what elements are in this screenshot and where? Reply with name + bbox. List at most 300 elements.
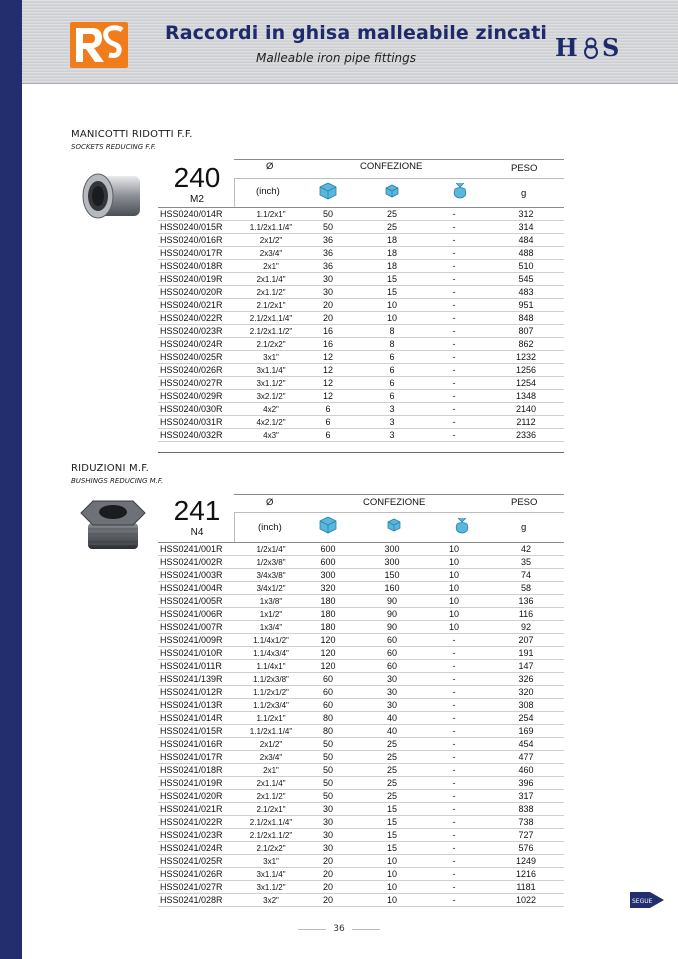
article-code: HSS0240/019R [160, 274, 223, 284]
size-inch: 1.1/2x1.1/4" [249, 223, 293, 232]
table-row [158, 595, 564, 608]
pack-large: 30 [322, 843, 333, 853]
pack-large: 12 [322, 391, 333, 401]
bushing-reducer-image [78, 497, 148, 555]
size-inch: 1.1/4x1" [256, 662, 286, 671]
pack-large: 20 [322, 869, 333, 879]
pack-bag: 10 [448, 622, 459, 632]
pack-large: 20 [322, 313, 333, 323]
weight: 460 [518, 765, 534, 775]
pack-medium: 6 [389, 365, 395, 375]
pack-medium: 300 [384, 544, 400, 554]
pack-bag: - [452, 856, 456, 866]
article-code: HSS0241/009R [160, 635, 223, 645]
pack-large: 20 [322, 895, 333, 905]
hs-logo-icon [555, 34, 633, 60]
pack-bag: - [452, 209, 456, 219]
table-row [158, 234, 564, 247]
article-code: HSS0240/018R [160, 261, 223, 271]
pack-large: 6 [325, 430, 331, 440]
size-inch: 1.1/2x1/2" [253, 688, 289, 697]
pack-large: 30 [322, 287, 333, 297]
table-row [158, 764, 564, 777]
article-code: HSS0241/007R [160, 622, 223, 632]
size-inch: 1x3/8" [259, 597, 283, 606]
weight: 510 [518, 261, 534, 271]
size-inch: 4x2.1/2" [256, 418, 286, 427]
weight: 314 [518, 222, 534, 232]
weight: 1181 [516, 882, 536, 892]
table-row [158, 777, 564, 790]
size-inch: 4x3" [263, 431, 279, 440]
article-code: HSS0240/022R [160, 313, 223, 323]
col-weight: PESO [511, 497, 538, 508]
pack-large: 50 [322, 752, 333, 762]
pack-medium: 60 [386, 648, 397, 658]
weight: 2140 [515, 404, 537, 414]
continue-label: SEGUE [632, 898, 653, 905]
size-inch: 1.1/2x3/8" [253, 675, 289, 684]
pack-medium: 60 [386, 635, 397, 645]
data-table-241 [158, 543, 564, 907]
weight: 807 [518, 326, 534, 336]
pack-bag: - [452, 235, 456, 245]
weight: 1256 [515, 365, 537, 375]
weight: 484 [518, 235, 534, 245]
weight: 2112 [516, 417, 536, 427]
weight: 326 [518, 674, 534, 684]
weight: 1249 [515, 856, 537, 866]
article-code: HSS0241/026R [160, 869, 223, 879]
rs-logo-icon [70, 22, 128, 68]
box-large-icon [318, 516, 338, 534]
col-weight-unit: g [521, 188, 527, 199]
article-code: HSS0240/029R [160, 391, 223, 401]
size-inch: 2x1.1/4" [256, 779, 286, 788]
weight: 396 [518, 778, 534, 788]
table-row [158, 582, 564, 595]
pack-large: 50 [322, 765, 333, 775]
table-row [158, 608, 564, 621]
table-row [158, 273, 564, 286]
article-code: HSS0240/016R [160, 235, 223, 245]
section-end-rule [158, 452, 564, 453]
size-inch: 4x2" [263, 405, 279, 414]
pack-bag: - [452, 391, 456, 401]
pack-bag: - [452, 635, 456, 645]
table-row [158, 660, 564, 673]
article-code: HSS0241/020R [160, 791, 223, 801]
header-rule [234, 512, 564, 513]
pack-large: 50 [322, 739, 333, 749]
page-header [22, 0, 678, 84]
pack-bag: - [452, 726, 456, 736]
table-row [158, 829, 564, 842]
svg-text:H: H [555, 34, 578, 60]
pack-medium: 25 [386, 222, 397, 232]
size-inch: 1/2x1/4" [256, 545, 286, 554]
pack-medium: 60 [386, 661, 397, 671]
pack-bag: 10 [448, 583, 459, 593]
size-inch: 2x1.1/2" [256, 288, 286, 297]
pack-bag: - [452, 222, 456, 232]
pack-large: 30 [322, 817, 333, 827]
code-box-241 [160, 497, 234, 538]
pack-medium: 3 [389, 404, 395, 414]
article-code: HSS0240/027R [160, 378, 223, 388]
weight: 483 [518, 287, 534, 297]
article-code: HSS0240/023R [160, 326, 223, 336]
pack-medium: 10 [386, 895, 397, 905]
box-small-icon [387, 518, 401, 532]
size-inch: 3x1.1/4" [256, 366, 286, 375]
product-code-sub: N4 [190, 527, 204, 538]
article-code: HSS0241/019R [160, 778, 223, 788]
pack-medium: 6 [389, 378, 395, 388]
size-inch: 3x2.1/2" [256, 392, 286, 401]
table-row [158, 725, 564, 738]
weight: 1348 [515, 391, 537, 401]
size-inch: 2x1" [263, 766, 279, 775]
weight: 454 [518, 739, 534, 749]
table-row [158, 312, 564, 325]
weight: 477 [518, 752, 534, 762]
article-code: HSS0240/026R [160, 365, 223, 375]
table-row [158, 868, 564, 881]
pack-bag: - [452, 661, 456, 671]
pack-large: 30 [322, 274, 333, 284]
weight: 838 [518, 804, 534, 814]
table-row [158, 712, 564, 725]
article-code: HSS0240/025R [160, 352, 223, 362]
table-row [158, 569, 564, 582]
size-inch: 1x1/2" [259, 610, 283, 619]
pack-bag: - [452, 339, 456, 349]
weight: 545 [518, 274, 534, 284]
table-row [158, 634, 564, 647]
socket-reducer-image [80, 168, 148, 224]
size-inch: 1.1/2x3/4" [253, 701, 289, 710]
pack-bag: - [452, 300, 456, 310]
article-code: HSS0240/030R [160, 404, 223, 414]
pack-medium: 18 [386, 235, 397, 245]
article-code: HSS0241/018R [160, 765, 223, 775]
pack-medium: 6 [389, 391, 395, 401]
weight: 1022 [515, 895, 537, 905]
pack-large: 120 [320, 661, 336, 671]
pack-medium: 90 [386, 609, 397, 619]
col-weight-unit: g [521, 522, 527, 533]
pack-bag: - [452, 791, 456, 801]
pack-bag: - [452, 674, 456, 684]
pack-bag: 10 [448, 570, 459, 580]
weight: 1216 [515, 869, 537, 879]
pack-bag: - [452, 313, 456, 323]
size-inch: 2.1/2x1.1/4" [249, 818, 293, 827]
size-inch: 2.1/2x1.1/4" [249, 314, 293, 323]
weight: 169 [518, 726, 534, 736]
col-diameter: Ø [266, 497, 274, 508]
pack-bag: - [452, 830, 456, 840]
table-row [158, 364, 564, 377]
table-row [158, 377, 564, 390]
article-code: HSS0241/003R [160, 570, 223, 580]
table-row [158, 338, 564, 351]
header-divider [234, 178, 235, 208]
table-row [158, 816, 564, 829]
page-subtitle: Malleable iron pipe fittings [256, 51, 417, 65]
article-code: HSS0241/005R [160, 596, 223, 606]
pack-large: 50 [322, 778, 333, 788]
size-inch: 3/4x3/8" [256, 571, 286, 580]
table-row [158, 842, 564, 855]
pack-large: 30 [322, 830, 333, 840]
pack-large: 80 [322, 713, 333, 723]
weight: 74 [520, 570, 531, 580]
article-code: HSS0241/001R [160, 544, 223, 554]
page-number: 36 [333, 924, 345, 934]
weight: 738 [518, 817, 534, 827]
size-inch: 2.1/2x1.1/2" [249, 327, 293, 336]
article-code: HSS0241/013R [160, 700, 223, 710]
pack-medium: 15 [386, 817, 397, 827]
product-code: 241 [173, 495, 221, 526]
size-inch: 3x1" [263, 857, 279, 866]
pack-bag: - [452, 430, 456, 440]
weight: 92 [520, 622, 531, 632]
pack-medium: 40 [386, 726, 397, 736]
size-inch: 1.1/2x1" [256, 210, 286, 219]
size-inch: 3x1.1/2" [256, 883, 286, 892]
article-code: HSS0240/021R [160, 300, 223, 310]
size-inch: 1.1/2x1" [256, 714, 286, 723]
product-code: 240 [173, 162, 221, 193]
pack-large: 20 [322, 882, 333, 892]
pack-bag: 10 [448, 557, 459, 567]
pack-medium: 25 [386, 739, 397, 749]
weight: 727 [518, 830, 534, 840]
article-code: HSS0241/022R [160, 817, 223, 827]
pack-bag: 10 [448, 596, 459, 606]
article-code: HSS0241/025R [160, 856, 223, 866]
pack-bag: - [452, 869, 456, 879]
weight: 136 [518, 596, 534, 606]
product-code-sub: M2 [190, 194, 204, 205]
table-row [158, 855, 564, 868]
size-inch: 1x3/4" [259, 623, 283, 632]
pack-bag: - [452, 326, 456, 336]
pack-medium: 25 [386, 765, 397, 775]
size-inch: 3x1.1/4" [256, 870, 286, 879]
article-code: HSS0241/012R [160, 687, 223, 697]
pack-large: 50 [322, 791, 333, 801]
table-row [158, 247, 564, 260]
pack-large: 50 [322, 222, 333, 232]
pack-medium: 90 [386, 596, 397, 606]
article-code: HSS0241/002R [160, 557, 223, 567]
article-code: HSS0241/006R [160, 609, 223, 619]
table-row [158, 351, 564, 364]
pack-large: 16 [322, 339, 333, 349]
pack-large: 60 [322, 687, 333, 697]
col-diameter: Ø [266, 161, 274, 172]
weight: 308 [518, 700, 534, 710]
continue-arrow-icon[interactable] [630, 889, 664, 911]
article-code: HSS0241/024R [160, 843, 223, 853]
pack-medium: 25 [386, 752, 397, 762]
table-row [158, 790, 564, 803]
pack-medium: 18 [386, 261, 397, 271]
pack-large: 80 [322, 726, 333, 736]
article-code: HSS0241/016R [160, 739, 223, 749]
table-row [158, 621, 564, 634]
section-title-240: MANICOTTI RIDOTTI F.F. [71, 129, 193, 140]
pack-medium: 25 [386, 209, 397, 219]
weight: 2336 [515, 430, 537, 440]
box-small-icon [385, 184, 399, 198]
article-code: HSS0241/011R [160, 661, 222, 671]
article-code: HSS0241/027R [160, 882, 223, 892]
table-row [158, 299, 564, 312]
table-row [158, 429, 564, 442]
article-code: HSS0241/014R [160, 713, 223, 723]
pack-medium: 15 [386, 804, 397, 814]
article-code: HSS0241/004R [160, 583, 223, 593]
pack-medium: 30 [386, 700, 397, 710]
pack-bag: - [452, 700, 456, 710]
col-weight: PESO [511, 163, 538, 174]
pack-medium: 160 [384, 583, 400, 593]
pack-bag: - [452, 365, 456, 375]
pack-medium: 25 [386, 778, 397, 788]
size-inch: 2x1/2" [259, 236, 283, 245]
article-code: HSS0241/028R [160, 895, 223, 905]
pack-medium: 300 [384, 557, 400, 567]
article-code: HSS0241/010R [160, 648, 223, 658]
pack-medium: 10 [386, 300, 397, 310]
pack-large: 20 [322, 300, 333, 310]
footer-line-right [352, 929, 380, 930]
table-row [158, 403, 564, 416]
box-large-icon [318, 182, 338, 200]
pack-bag: - [452, 752, 456, 762]
pack-bag: - [452, 765, 456, 775]
size-inch: 1.1/2x1.1/4" [249, 727, 293, 736]
pack-bag: - [452, 648, 456, 658]
table-row [158, 208, 564, 221]
article-code: HSS0240/031R [160, 417, 223, 427]
size-inch: 1.1/4x3/4" [253, 649, 289, 658]
size-inch: 1/2x3/8" [256, 558, 286, 567]
pack-bag: - [452, 287, 456, 297]
weight: 116 [518, 609, 534, 619]
article-code: HSS0240/032R [160, 430, 223, 440]
weight: 35 [520, 557, 531, 567]
table-row [158, 325, 564, 338]
article-code: HSS0240/024R [160, 339, 223, 349]
article-code: HSS0241/023R [160, 830, 223, 840]
pack-medium: 18 [386, 248, 397, 258]
pack-bag: 10 [448, 609, 459, 619]
weight: 312 [518, 209, 534, 219]
pack-bag: - [452, 274, 456, 284]
table-row [158, 881, 564, 894]
pack-medium: 15 [386, 274, 397, 284]
pack-medium: 150 [384, 570, 400, 580]
table-row [158, 803, 564, 816]
size-inch: 3x2" [263, 896, 279, 905]
section-subtitle-240: SOCKETS REDUCING F.F. [71, 143, 157, 151]
code-box-240 [160, 164, 234, 205]
pack-large: 600 [320, 544, 336, 554]
pack-bag: - [452, 817, 456, 827]
pack-large: 30 [322, 804, 333, 814]
pack-large: 60 [322, 700, 333, 710]
page-title: Raccordi in ghisa malleabile zincati [165, 22, 548, 44]
weight: 488 [518, 248, 534, 258]
pack-bag: - [452, 261, 456, 271]
weight: 317 [518, 791, 534, 801]
weight: 862 [518, 339, 534, 349]
pack-large: 300 [320, 570, 336, 580]
weight: 207 [518, 635, 534, 645]
pack-medium: 10 [386, 869, 397, 879]
pack-large: 12 [322, 378, 333, 388]
pack-medium: 3 [389, 430, 395, 440]
bag-icon [454, 516, 470, 534]
pack-large: 120 [320, 648, 336, 658]
header-rule [234, 178, 564, 179]
pack-bag: 10 [448, 544, 459, 554]
col-package: CONFEZIONE [363, 497, 426, 508]
weight: 1232 [515, 352, 537, 362]
table-row [158, 686, 564, 699]
pack-large: 60 [322, 674, 333, 684]
weight: 147 [518, 661, 534, 671]
table-row [158, 894, 564, 907]
pack-large: 180 [320, 596, 336, 606]
pack-large: 6 [325, 404, 331, 414]
data-table-240 [158, 208, 564, 442]
weight: 254 [518, 713, 534, 723]
article-code: HSS0240/020R [160, 287, 223, 297]
table-row [158, 286, 564, 299]
col-inch: (inch) [258, 522, 282, 533]
header-divider [234, 512, 235, 542]
size-inch: 2x1/2" [259, 740, 283, 749]
pack-medium: 90 [386, 622, 397, 632]
article-code: HSS0240/015R [160, 222, 223, 232]
weight: 576 [518, 843, 534, 853]
pack-medium: 6 [389, 352, 395, 362]
table-row [158, 751, 564, 764]
section-subtitle-241: BUSHINGS REDUCING M.F. [71, 477, 164, 485]
table-top-rule [234, 494, 564, 495]
pack-medium: 30 [386, 687, 397, 697]
pack-medium: 10 [386, 882, 397, 892]
weight: 191 [518, 648, 534, 658]
pack-bag: - [452, 687, 456, 697]
pack-large: 6 [325, 417, 331, 427]
pack-bag: - [452, 882, 456, 892]
bag-icon [452, 181, 468, 199]
pack-bag: - [452, 713, 456, 723]
size-inch: 2.1/2x2" [256, 340, 286, 349]
pack-large: 180 [320, 609, 336, 619]
col-inch: (inch) [256, 186, 280, 197]
size-inch: 2.1/2x1.1/2" [249, 831, 293, 840]
weight: 58 [520, 583, 531, 593]
